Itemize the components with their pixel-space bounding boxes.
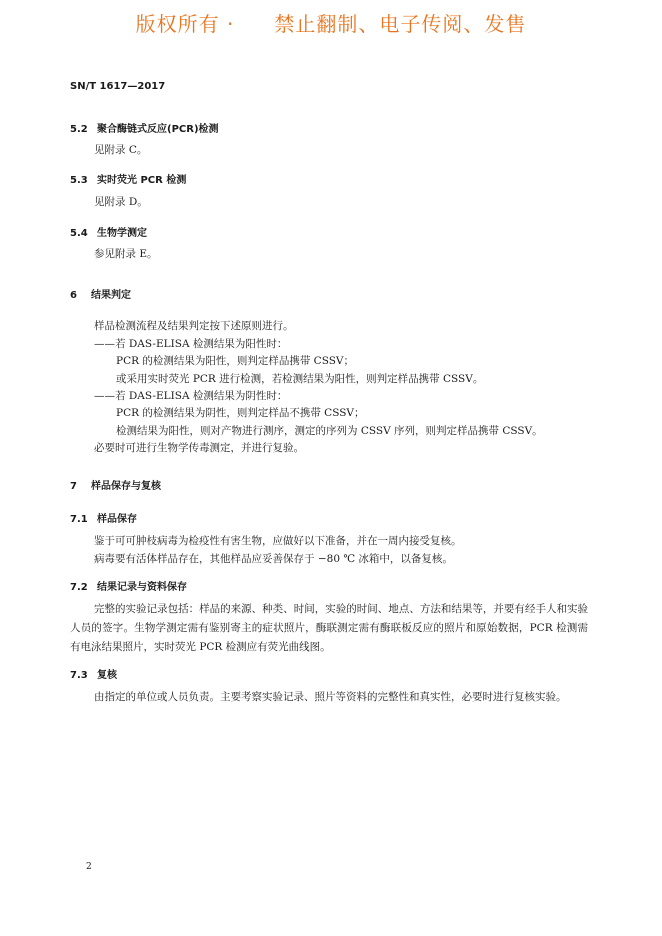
heading-5-3 (70, 171, 186, 186)
result-case-positive-b: 或采用实时荧光 PCR 进行检测，若检测结果为阳性，则判定样品携带 CSSV。 (116, 373, 484, 385)
result-case-positive-a: PCR 的检测结果为阳性，则判定样品携带 CSSV； (116, 355, 354, 367)
heading-title: 样品保存与复核 (91, 481, 161, 492)
heading-title: 聚合酶链式反应(PCR)检测 (97, 124, 219, 135)
result-note: 必要时可进行生物学传毒测定，并进行复验。 (94, 442, 304, 454)
heading-title: 复核 (97, 670, 117, 681)
records-body: 完整的实验记录包括：样品的来源、种类、时间，实验的时间、地点、方法和结果等，并要有经手人和实验人员的签字。生物学测定需有鉴别寄主的症状照片，酶联测定需有酶联板反应的照片和原始数据，PCR 检测需有电泳结果照片，实时荧光 PCR 检测应有荧光曲线图。 (70, 603, 588, 653)
watermark-part1: 版权所有 · (135, 12, 235, 36)
heading-number: 6 (70, 290, 77, 301)
storage-line-2: 病毒要有活体样品存在，其他样品应妥善保存于 −80 ℃ 冰箱中，以备复核。 (94, 553, 453, 565)
heading-7-3 (70, 666, 117, 681)
heading-title: 实时荧光 PCR 检测 (97, 175, 187, 186)
result-case-negative-b: 检测结果为阳性，则对产物进行测序，测定的序列为 CSSV 序列，则判定样品携带 CSSV。 (116, 425, 543, 437)
heading-number: 5.2 (70, 124, 88, 135)
body-5-3: 见附录 D。 (94, 196, 148, 208)
copyright-watermark (0, 8, 662, 37)
body-5-2: 见附录 C。 (94, 144, 148, 156)
heading-number: 5.4 (70, 228, 88, 239)
heading-number: 7 (70, 481, 77, 492)
heading-7 (70, 477, 161, 492)
heading-title: 样品保存 (97, 514, 137, 525)
result-case-negative-a: PCR 的检测结果为阴性，则判定样品不携带 CSSV； (116, 407, 365, 419)
heading-number: 7.1 (70, 514, 88, 525)
heading-7-1 (70, 510, 137, 525)
page-number: 2 (86, 862, 92, 872)
heading-6 (70, 286, 131, 301)
heading-7-2 (70, 578, 187, 593)
heading-5-4 (70, 224, 147, 239)
heading-number: 5.3 (70, 175, 88, 186)
body-5-4: 参见附录 E。 (94, 248, 158, 260)
document-code: SN/T 1617—2017 (70, 81, 166, 92)
result-case-negative: ——若 DAS-ELISA 检测结果为阴性时： (94, 390, 288, 402)
watermark-part2: 禁止翻制、电子传阅、发售 (274, 12, 527, 36)
result-case-positive: ——若 DAS-ELISA 检测结果为阳性时： (94, 338, 288, 350)
heading-title: 结果判定 (91, 290, 131, 301)
heading-title: 生物学测定 (97, 228, 147, 239)
heading-number: 7.3 (70, 670, 88, 681)
heading-title: 结果记录与资料保存 (97, 582, 187, 593)
heading-5-2 (70, 120, 219, 135)
heading-number: 7.2 (70, 582, 88, 593)
storage-line-1: 鉴于可可肿枝病毒为检疫性有害生物，应做好以下准备，并在一周内接受复核。 (94, 535, 462, 547)
review-body: 由指定的单位或人员负责。主要考察实验记录、照片等资料的完整性和真实性，必要时进行复核实验。 (94, 691, 567, 703)
result-intro: 样品检测流程及结果判定按下述原则进行。 (94, 320, 294, 332)
